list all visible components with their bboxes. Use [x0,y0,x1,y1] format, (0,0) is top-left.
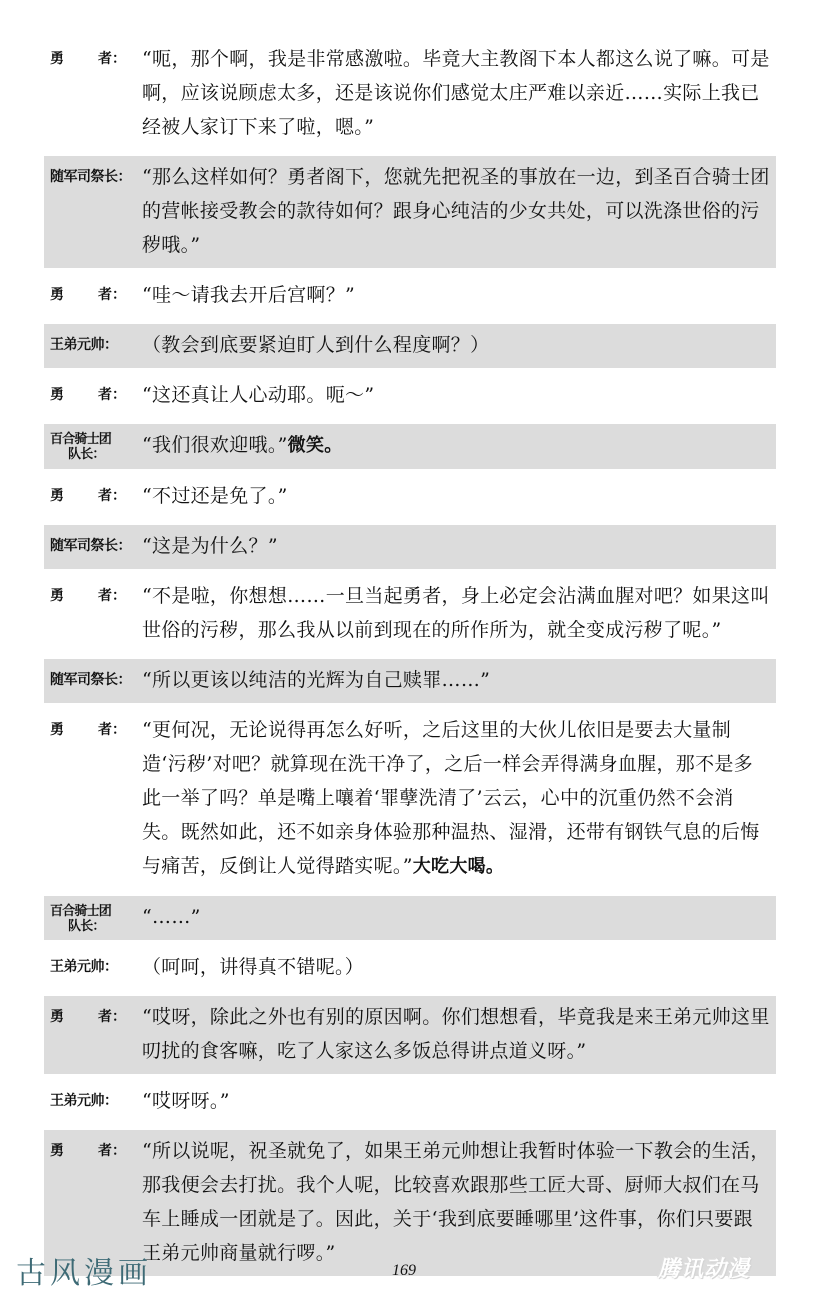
dialogue-line: “不过还是免了。” [142,485,288,507]
dialogue-row [44,38,776,150]
dialogue-line: “……” [142,906,201,928]
watermark-logo: 腾讯动漫 [658,1257,751,1282]
dialogue-line: “哎呀，除此之外也有别的原因啊。你们想想看，毕竟我是来王弟元帅这里叨扰的食客嘛，吃了人家这么多饭总得讲点道义呀。” [142,1006,770,1062]
speaker-name: 王弟元帅： [50,1093,118,1109]
speaker-name: 随军司祭长： [50,672,131,688]
dialogue-line: “这是为什么？” [142,535,278,557]
dialogue-line: （教会到底要紧迫盯人到什么程度啊？） [142,334,490,356]
dialogue-line: “所以更该以纯洁的光辉为自己赎罪……” [142,669,491,691]
dialogue-line: “所以说呢，祝圣就免了，如果王弟元帅想让我暂时体验一下教会的生活，那我便会去打扰。我个人呢，比较喜欢跟那些工匠大哥、厨师大叔们在马车上睡成一团就是了。因此，关于‘我到底要睡哪里’这件事，你们只要跟王弟元帅商量就行啰。” [142,1140,770,1264]
speaker-name: 勇 者： [50,722,126,738]
speaker-name: 勇 者： [50,387,126,403]
dialogue-row [44,525,776,569]
speaker-name: 勇 者： [50,488,126,504]
dialogue-row [44,475,776,519]
dialogue-row [44,274,776,318]
dialogue-row [44,659,776,703]
speaker-name: 王弟元帅： [50,959,118,975]
dialogue-line: “更何况，无论说得再怎么好听，之后这里的大伙儿依旧是要去大量制造‘污秽’对吧？就算现在洗干净了，之后一样会弄得满身血腥，那不是多此一举了吗？单是嘴上嚷着‘罪孽洗清了’云云，心中的沉重仍然不会消失。既然如此，还不如亲身体验那种温热、湿滑，还带有钢铁气息的后悔与痛苦，反倒让人觉得踏实呢。”大吃大喝。 [142,719,760,877]
dialogue-line: “不是啦，你想想……一旦当起勇者，身上必定会沾满血腥对吧？如果这叫世俗的污秽，那么我从以前到现在的所作所为，就全变成污秽了呢。” [142,585,770,641]
speaker-name: 随军司祭长： [50,169,131,185]
dialogue-row [44,896,776,940]
dialogue-row [44,709,776,890]
speaker-name: 随军司祭长： [50,538,131,554]
speaker-name: 勇 者： [50,1009,126,1025]
speaker-name: 勇 者： [50,287,126,303]
speaker-name: 王弟元帅： [50,337,118,353]
dialogue-row [44,575,776,653]
dialogue-row [44,1080,776,1124]
stage-direction: 微笑。 [287,435,343,456]
speaker-name: 勇 者： [50,588,126,604]
dialogue-line: “我们很欢迎哦。”微笑。 [142,434,343,456]
dialogue-row [44,424,776,469]
dialogue-row [44,156,776,268]
speaker-name: 百合骑士团 队长： [50,904,112,934]
dialogue-line: “哎呀呀。” [142,1090,230,1112]
dialogue-row [44,996,776,1074]
dialogue-line: “呃，那个啊，我是非常感激啦。毕竟大主教阁下本人都这么说了嘛。可是啊，应该说顾虑太多，还是该说你们感觉太庄严难以亲近……实际上我已经被人家订下来了啦，嗯。” [142,48,770,138]
dialogue-script [44,38,776,1282]
speaker-name: 勇 者： [50,51,126,67]
dialogue-line: “这还真让人心动耶。呃～” [142,384,375,406]
dialogue-line: “那么这样如何？勇者阁下，您就先把祝圣的事放在一边，到圣百合骑士团的营帐接受教会的款待如何？跟身心纯洁的少女共处，可以洗涤世俗的污秽哦。” [142,166,770,256]
speaker-name: 勇 者： [50,1143,126,1159]
site-logo: 古风漫画 [16,1256,152,1291]
speaker-name: 百合骑士团 队长： [50,432,112,462]
dialogue-row [44,374,776,418]
dialogue-row [44,324,776,368]
page-number: 169 [392,1262,416,1279]
dialogue-line: （呵呵，讲得真不错呢。） [142,956,365,978]
dialogue-line: “哇～请我去开后宫啊？” [142,284,356,306]
stage-direction: 大吃大喝。 [412,856,505,877]
dialogue-row [44,946,776,990]
